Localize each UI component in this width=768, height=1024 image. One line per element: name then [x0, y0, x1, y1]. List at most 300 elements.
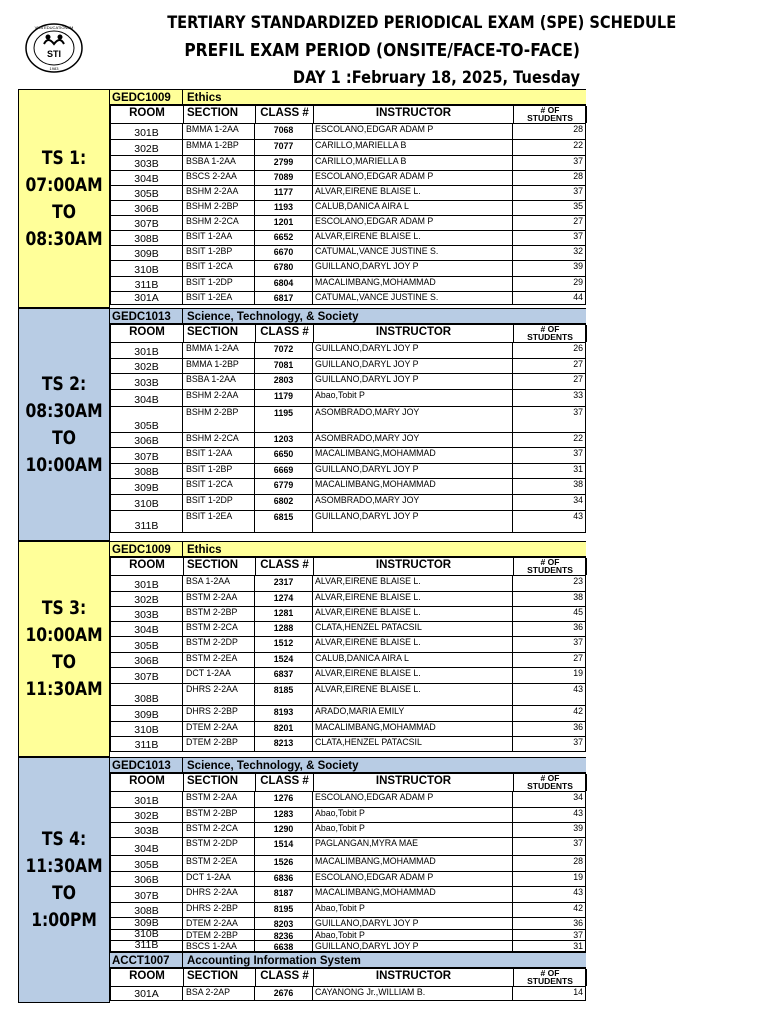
section-cell: DCT 1-2AA [183, 872, 255, 886]
column-header-section: SECTION [184, 106, 256, 123]
student-count-cell: 28 [513, 171, 586, 185]
time-slot-label-line: 1:00PM [31, 909, 97, 931]
class-number-cell: 6802 [255, 495, 313, 510]
instructor-cell: GUILLANO,DARYL JOY P [313, 464, 513, 478]
room-cell: 309B [110, 918, 183, 929]
section-cell: DTEM 2-2AA [183, 918, 255, 929]
time-slot [18, 89, 586, 308]
table-row [110, 637, 586, 653]
class-number-cell: 7089 [255, 171, 313, 185]
student-count-cell: 38 [513, 479, 586, 494]
section-cell: BSIT 1-2CA [183, 479, 255, 494]
room-cell: 309B [110, 246, 183, 260]
student-count-cell: 32 [513, 246, 586, 260]
course-name: Ethics [187, 544, 222, 556]
class-number-cell: 8213 [255, 737, 313, 751]
course-code: GEDC1013 [110, 758, 183, 772]
section-cell: BSIT 1-2EA [183, 292, 255, 304]
time-slot-label-line: TO [52, 651, 76, 673]
table-row [110, 343, 586, 359]
table-row [110, 668, 586, 684]
class-number-cell: 2799 [255, 156, 313, 170]
column-header-section: SECTION [184, 969, 256, 986]
section-cell: BSHM 2-2CA [183, 433, 255, 447]
class-number-cell: 1276 [255, 792, 313, 807]
time-slot-label-line: TO [52, 426, 76, 449]
student-count-cell: 31 [513, 941, 586, 951]
section-cell: BSTM 2-2DP [183, 637, 255, 652]
student-count-cell: 14 [513, 987, 586, 1000]
table-row [110, 987, 586, 1001]
class-number-cell: 2676 [255, 987, 313, 1000]
instructor-cell: ESCOLANO,EDGAR ADAM P [313, 792, 513, 807]
instructor-cell: ASOMBRADO,MARY JOY [313, 407, 513, 432]
instructor-cell: GUILLANO,DARYL JOY P [313, 343, 513, 358]
instructor-cell: CLATA,HENZEL PATACSIL [313, 622, 513, 636]
time-slot-label-line: 11:30AM [25, 855, 103, 877]
student-count-cell: 34 [513, 495, 586, 510]
table-row [110, 653, 586, 668]
instructor-cell: CATUMAL,VANCE JUSTINE S. [313, 246, 513, 260]
instructor-cell: Abao,Tobit P [313, 930, 513, 940]
column-header-class: CLASS # [256, 325, 314, 342]
student-count-cell: 35 [513, 201, 586, 215]
column-header-row [110, 324, 586, 343]
class-number-cell: 7068 [255, 124, 313, 139]
column-header-room: ROOM [111, 558, 184, 575]
exam-period-title: PREFIL EXAM PERIOD (ONSITE/FACE-TO-FACE) [184, 40, 581, 61]
class-number-cell: 6652 [255, 231, 313, 245]
instructor-cell: GUILLANO,DARYL JOY P [313, 374, 513, 389]
class-number-cell: 1514 [255, 838, 313, 855]
class-number-cell: 1193 [255, 201, 313, 215]
section-cell: BSTM 2-2BP [183, 808, 255, 822]
time-slot-label-line: TO [52, 200, 76, 223]
class-number-cell: 8185 [255, 684, 313, 705]
room-cell: 305B [110, 407, 183, 432]
section-cell: BSA 1-2AA [183, 576, 255, 591]
instructor-cell: MACALIMBANG,MOHAMMAD [313, 277, 513, 291]
student-count-cell: 37 [513, 637, 586, 652]
room-cell: 307B [110, 216, 183, 230]
instructor-cell: ESCOLANO,EDGAR ADAM P [313, 124, 513, 139]
class-number-cell: 6804 [255, 277, 313, 291]
room-cell: 302B [110, 140, 183, 155]
instructor-cell: MACALIMBANG,MOHAMMAD [313, 722, 513, 736]
room-cell: 311B [110, 941, 183, 951]
student-count-cell: 43 [513, 887, 586, 902]
table-row [110, 261, 586, 277]
class-number-cell: 6669 [255, 464, 313, 478]
section-cell: BSHM 2-2AA [183, 390, 255, 406]
course-name: Science, Technology, & Society [187, 311, 359, 323]
room-cell: 304B [110, 622, 183, 636]
room-cell: 301A [110, 987, 183, 1000]
column-header-instructor: INSTRUCTOR [314, 558, 514, 575]
instructor-cell: ASOMBRADO,MARY JOY [313, 495, 513, 510]
room-cell: 311B [110, 511, 183, 532]
room-cell: 310B [110, 261, 183, 276]
student-count-cell: 19 [513, 872, 586, 886]
column-header-row [110, 773, 586, 792]
time-slot-label [18, 757, 110, 1003]
student-count-cell: 27 [513, 359, 586, 373]
time-slot-label-line: 10:00AM [25, 453, 103, 476]
class-number-cell: 8193 [255, 706, 313, 721]
room-cell: 308B [110, 231, 183, 245]
room-cell: 308B [110, 464, 183, 478]
course-name: Science, Technology, & Society [187, 760, 359, 772]
student-count-cell: 37 [513, 737, 586, 751]
room-cell: 310B [110, 930, 183, 940]
column-header-students: # OF STUDENTS [514, 558, 587, 575]
student-count-cell: 36 [513, 722, 586, 736]
time-slot-label [18, 89, 110, 308]
time-slot-label-line: TS 4: [41, 828, 87, 850]
instructor-cell: ESCOLANO,EDGAR ADAM P [313, 171, 513, 185]
student-count-cell: 31 [513, 464, 586, 478]
class-number-cell: 1179 [255, 390, 313, 406]
instructor-cell: GUILLANO,DARYL JOY P [313, 359, 513, 373]
student-count-cell: 43 [513, 511, 586, 532]
room-cell: 307B [110, 668, 183, 683]
table-row [110, 737, 586, 752]
table-row [110, 246, 586, 261]
student-count-cell: 37 [513, 838, 586, 855]
class-number-cell: 1203 [255, 433, 313, 447]
table-row [110, 918, 586, 930]
section-cell: BSIT 1-2AA [183, 231, 255, 245]
section-cell: BSCS 1-2AA [183, 941, 255, 951]
student-count-cell: 26 [513, 343, 586, 358]
column-header-instructor: INSTRUCTOR [314, 774, 514, 791]
column-header-students: # OF STUDENTS [514, 106, 587, 123]
room-cell: 301A [110, 292, 183, 304]
class-number-cell: 1195 [255, 407, 313, 432]
section-cell: BSTM 2-2AA [183, 792, 255, 807]
student-count-cell: 39 [513, 823, 586, 837]
room-cell: 310B [110, 722, 183, 736]
table-row [110, 495, 586, 511]
student-count-cell: 27 [513, 216, 586, 230]
table-row [110, 930, 586, 941]
section-cell: DHRS 2-2BP [183, 706, 255, 721]
table-row [110, 622, 586, 637]
instructor-cell: CLATA,HENZEL PATACSIL [313, 737, 513, 751]
class-number-cell: 1288 [255, 622, 313, 636]
column-header-class: CLASS # [256, 106, 314, 123]
column-header-room: ROOM [111, 969, 184, 986]
section-cell: BSCS 2-2AA [183, 171, 255, 185]
section-cell: BSHM 2-2BP [183, 407, 255, 432]
room-cell: 306B [110, 653, 183, 667]
instructor-cell: ALVAR,EIRENE BLAISE L. [313, 186, 513, 200]
table-row [110, 407, 586, 433]
room-cell: 308B [110, 684, 183, 705]
section-cell: BMMA 1-2AA [183, 343, 255, 358]
course-name: Accounting Information System [187, 955, 361, 967]
course-header [110, 952, 586, 968]
class-number-cell: 2317 [255, 576, 313, 591]
table-row [110, 576, 586, 592]
student-count-cell: 45 [513, 607, 586, 621]
student-count-cell: 36 [513, 622, 586, 636]
instructor-cell: GUILLANO,DARYL JOY P [313, 918, 513, 929]
table-row [110, 838, 586, 856]
class-number-cell: 6817 [255, 292, 313, 304]
class-number-cell: 2803 [255, 374, 313, 389]
table-row [110, 479, 586, 495]
student-count-cell: 37 [513, 930, 586, 940]
student-count-cell: 28 [513, 856, 586, 871]
table-row [110, 722, 586, 737]
time-slot-label [18, 308, 110, 541]
instructor-cell: Abao,Tobit P [313, 808, 513, 822]
student-count-cell: 22 [513, 140, 586, 155]
room-cell: 311B [110, 737, 183, 751]
column-header-row [110, 557, 586, 576]
time-slot [18, 541, 586, 757]
course-header [110, 757, 586, 773]
table-row [110, 808, 586, 823]
section-cell: BSHM 2-2AA [183, 186, 255, 200]
class-number-cell: 8195 [255, 903, 313, 917]
time-slot-label-line: 08:30AM [25, 227, 103, 250]
instructor-cell: MACALIMBANG,MOHAMMAD [313, 856, 513, 871]
section-cell: BSA 2-2AP [183, 987, 255, 1000]
instructor-cell: ESCOLANO,EDGAR ADAM P [313, 216, 513, 230]
room-cell: 306B [110, 872, 183, 886]
student-count-cell: 22 [513, 433, 586, 447]
student-count-cell: 43 [513, 684, 586, 705]
instructor-cell: CALUB,DANICA AIRA L [313, 201, 513, 215]
section-cell: DHRS 2-2AA [183, 684, 255, 705]
table-row [110, 872, 586, 887]
section-cell: DTEM 2-2AA [183, 722, 255, 736]
course-header [110, 541, 586, 557]
table-row [110, 903, 586, 918]
section-cell: DTEM 2-2BP [183, 930, 255, 940]
time-slot-label-line: 07:00AM [25, 173, 103, 196]
section-cell: BSIT 1-2CA [183, 261, 255, 276]
instructor-cell: ALVAR,EIRENE BLAISE L. [313, 231, 513, 245]
instructor-cell: MACALIMBANG,MOHAMMAD [313, 479, 513, 494]
svg-text:1983: 1983 [49, 66, 59, 71]
section-cell: DHRS 2-2BP [183, 903, 255, 917]
room-cell: 305B [110, 186, 183, 200]
instructor-cell: Abao,Tobit P [313, 903, 513, 917]
column-header-room: ROOM [111, 106, 184, 123]
table-row [110, 216, 586, 231]
instructor-cell: ARADO,MARIA EMILY [313, 706, 513, 721]
class-number-cell: 1283 [255, 808, 313, 822]
student-count-cell: 37 [513, 448, 586, 463]
column-header-section: SECTION [184, 325, 256, 342]
class-number-cell: 1281 [255, 607, 313, 621]
svg-text:VITA EDUCATIONEM: VITA EDUCATIONEM [34, 25, 74, 30]
instructor-cell: GUILLANO,DARYL JOY P [313, 941, 513, 951]
student-count-cell: 37 [513, 231, 586, 245]
instructor-cell: MACALIMBANG,MOHAMMAD [313, 887, 513, 902]
section-cell: BSIT 1-2DP [183, 495, 255, 510]
table-row [110, 887, 586, 903]
class-number-cell: 8236 [255, 930, 313, 940]
table-row [110, 706, 586, 722]
class-number-cell: 8187 [255, 887, 313, 902]
time-slot-label-line: TS 1: [41, 146, 87, 169]
table-row [110, 374, 586, 390]
table-row [110, 823, 586, 838]
course-code: ACCT1007 [110, 953, 183, 967]
room-cell: 302B [110, 359, 183, 373]
section-cell: BSTM 2-2EA [183, 653, 255, 667]
student-count-cell: 29 [513, 277, 586, 291]
student-count-cell: 37 [513, 186, 586, 200]
column-header-room: ROOM [111, 325, 184, 342]
student-count-cell: 34 [513, 792, 586, 807]
room-cell: 304B [110, 390, 183, 406]
section-cell: BSBA 1-2AA [183, 374, 255, 389]
column-header-row [110, 968, 586, 987]
class-number-cell: 6836 [255, 872, 313, 886]
room-cell: 309B [110, 706, 183, 721]
course-code: GEDC1009 [110, 90, 183, 104]
section-cell: BMMA 1-2BP [183, 359, 255, 373]
table-row [110, 292, 586, 305]
section-cell: DHRS 2-2AA [183, 887, 255, 902]
student-count-cell: 44 [513, 292, 586, 304]
section-cell: BSHM 2-2CA [183, 216, 255, 230]
class-number-cell: 7077 [255, 140, 313, 155]
section-cell: DTEM 2-2BP [183, 737, 255, 751]
student-count-cell: 27 [513, 374, 586, 389]
class-number-cell: 8201 [255, 722, 313, 736]
instructor-cell: CARILLO,MARIELLA B [313, 156, 513, 170]
table-row [110, 201, 586, 216]
exam-day-title: DAY 1 :February 18, 2025, Tuesday [292, 68, 580, 88]
room-cell: 307B [110, 887, 183, 902]
column-header-students: # OF STUDENTS [514, 969, 587, 986]
instructor-cell: Abao,Tobit P [313, 823, 513, 837]
time-slot-label-line: 08:30AM [25, 399, 103, 422]
student-count-cell: 37 [513, 407, 586, 432]
class-number-cell: 7072 [255, 343, 313, 358]
room-cell: 303B [110, 156, 183, 170]
room-cell: 303B [110, 374, 183, 389]
instructor-cell: ALVAR,EIRENE BLAISE L. [313, 592, 513, 606]
instructor-cell: PAGLANGAN,MYRA MAE [313, 838, 513, 855]
room-cell: 301B [110, 576, 183, 591]
column-header-instructor: INSTRUCTOR [314, 969, 514, 986]
room-cell: 307B [110, 448, 183, 463]
student-count-cell: 43 [513, 808, 586, 822]
table-row [110, 156, 586, 171]
room-cell: 303B [110, 823, 183, 837]
class-number-cell: 1512 [255, 637, 313, 652]
section-cell: BSTM 2-2CA [183, 823, 255, 837]
column-header-instructor: INSTRUCTOR [314, 325, 514, 342]
room-cell: 301B [110, 343, 183, 358]
room-cell: 304B [110, 838, 183, 855]
table-row [110, 464, 586, 479]
column-header-class: CLASS # [256, 969, 314, 986]
section-cell: BSHM 2-2BP [183, 201, 255, 215]
class-number-cell: 6780 [255, 261, 313, 276]
student-count-cell: 19 [513, 668, 586, 683]
room-cell: 302B [110, 808, 183, 822]
course-code: GEDC1013 [110, 309, 183, 323]
class-number-cell: 6670 [255, 246, 313, 260]
class-number-cell: 6779 [255, 479, 313, 494]
instructor-cell: CARILLO,MARIELLA B [313, 140, 513, 155]
column-header-class: CLASS # [256, 558, 314, 575]
course-header [110, 89, 586, 105]
section-cell: DCT 1-2AA [183, 668, 255, 683]
time-slot-label-line: TO [52, 882, 76, 904]
student-count-cell: 42 [513, 706, 586, 721]
table-row [110, 171, 586, 186]
room-cell: 305B [110, 856, 183, 871]
instructor-cell: ALVAR,EIRENE BLAISE L. [313, 576, 513, 591]
course-name: Ethics [187, 92, 222, 104]
section-cell: BSTM 2-2CA [183, 622, 255, 636]
school-seal-logo [24, 22, 84, 74]
time-slot-label-line: TS 2: [41, 372, 87, 395]
class-number-cell: 1177 [255, 186, 313, 200]
class-number-cell: 6638 [255, 941, 313, 951]
class-number-cell: 1524 [255, 653, 313, 667]
document-header [0, 0, 768, 90]
student-count-cell: 37 [513, 156, 586, 170]
table-row [110, 359, 586, 374]
instructor-cell: Abao,Tobit P [313, 390, 513, 406]
svg-text:STI: STI [46, 49, 62, 59]
section-cell: BMMA 1-2AA [183, 124, 255, 139]
room-cell: 306B [110, 201, 183, 215]
section-cell: BMMA 1-2BP [183, 140, 255, 155]
student-count-cell: 33 [513, 390, 586, 406]
column-header-section: SECTION [184, 774, 256, 791]
section-cell: BSIT 1-2AA [183, 448, 255, 463]
student-count-cell: 42 [513, 903, 586, 917]
table-row [110, 511, 586, 533]
instructor-cell: ALVAR,EIRENE BLAISE L. [313, 607, 513, 621]
time-slot-label-line: 11:30AM [25, 678, 103, 700]
room-cell: 301B [110, 792, 183, 807]
course-code: GEDC1009 [110, 542, 183, 556]
class-number-cell: 1201 [255, 216, 313, 230]
room-cell: 304B [110, 171, 183, 185]
room-cell: 303B [110, 607, 183, 621]
room-cell: 305B [110, 637, 183, 652]
time-slot-label-line: 10:00AM [25, 624, 103, 646]
column-header-instructor: INSTRUCTOR [314, 106, 514, 123]
instructor-cell: ESCOLANO,EDGAR ADAM P [313, 872, 513, 886]
column-header-row [110, 105, 586, 124]
section-cell: BSIT 1-2BP [183, 246, 255, 260]
instructor-cell: CAYANONG Jr.,WILLIAM B. [313, 987, 513, 1000]
table-row [110, 277, 586, 292]
class-number-cell: 6650 [255, 448, 313, 463]
column-header-class: CLASS # [256, 774, 314, 791]
table-row [110, 607, 586, 622]
section-cell: BSTM 2-2EA [183, 856, 255, 871]
instructor-cell: ALVAR,EIRENE BLAISE L. [313, 637, 513, 652]
room-cell: 309B [110, 479, 183, 494]
room-cell: 310B [110, 495, 183, 510]
table-row [110, 433, 586, 448]
instructor-cell: ALVAR,EIRENE BLAISE L. [313, 684, 513, 705]
